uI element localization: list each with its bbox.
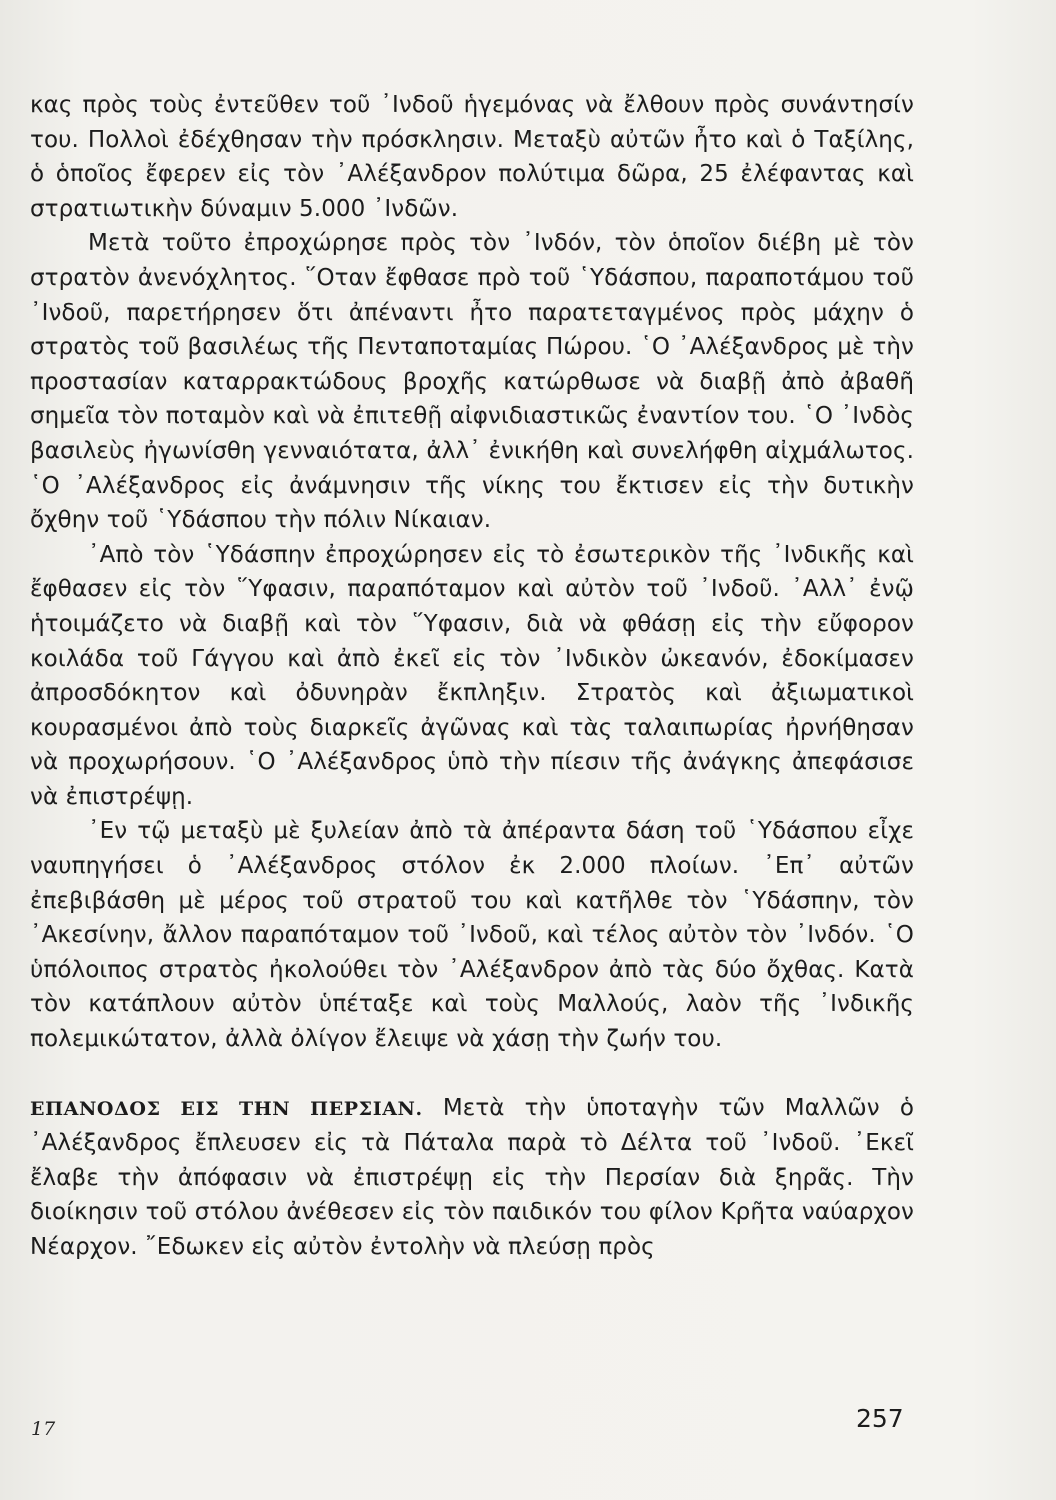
section-heading: ΕΠΑΝΟΔΟΣ ΕΙΣ ΤΗΝ ΠΕΡΣΙΑΝ. [30, 1097, 423, 1120]
section-text: Μετὰ τὴν ὑποταγὴν τῶν Μαλλῶν ὁ ᾿Αλέξανδρος ἔπλευσεν εἰς τὰ Πάταλα παρὰ τὸ Δέλτα τοῦ ᾿Ινδοῦ. ᾿Εκεῖ ἔλαβε τὴν ἀπόφασιν νὰ ἐπιστρέψῃ εἰς τὴν Περσίαν διὰ ξηρᾶς. Τὴν διοίκησιν τοῦ στόλου ἀνέθεσεν εἰς τὸν παιδικόν του φίλον Κρῆτα ναύαρχον Νέαρχον. ῎Εδωκεν εἰς αὐτὸν ἐντολὴν νὰ πλεύσῃ πρὸς [30, 1094, 915, 1260]
paragraph-2: Μετὰ τοῦτο ἐπροχώρησε πρὸς τὸν ᾿Ινδόν, τὸν ὁποῖον διέβη μὲ τὸν στρατὸν ἀνενόχλητος. ῞Οταν ἔφθασε πρὸ τοῦ ῾Υδάσπου, παραποτάμου τοῦ ᾿Ινδοῦ, παρετήρησεν ὅτι ἀπέναντι ἦτο παρατεταγμένος πρὸς μάχην ὁ στρατὸς τοῦ βασιλέως τῆς Πενταποταμίας Πώρου. ῾Ο ᾿Αλέξανδρος μὲ τὴν προστασίαν καταρρακτώδους βροχῆς κατώρθωσε νὰ διαβῇ ἀπὸ ἀβαθῆ σημεῖα τὸν ποταμὸν καὶ νὰ ἐπιτεθῇ αἰφνιδιαστικῶς ἐναντίον του. ῾Ο ᾿Ινδὸς βασιλεὺς ἠγωνίσθη γενναιότατα, ἀλλ᾿ ἐνικήθη καὶ συνελήφθη αἰχμάλωτος. ῾Ο ᾿Αλέξανδρος εἰς ἀνάμνησιν τῆς νίκης του ἔκτισεν εἰς τὴν δυτικὴν ὄχθην τοῦ ῾Υδάσπου τὴν πόλιν Νίκαιαν. [30, 230, 914, 534]
page-number: 257 [856, 1404, 904, 1433]
section-paragraph [30, 1091, 914, 1265]
signature-mark: 17 [31, 1418, 56, 1440]
body-text [30, 88, 914, 1265]
paragraph-3: ᾿Απὸ τὸν ῾Υδάσπην ἐπροχώρησεν εἰς τὸ ἐσωτερικὸν τῆς ᾿Ινδικῆς καὶ ἔφθασεν εἰς τὸν ῞Υφασιν, παραπόταμον καὶ αὐτὸν τοῦ ᾿Ινδοῦ. ᾿Αλλ᾿ ἐνῷ ἡτοιμάζετο νὰ διαβῇ καὶ τὸν ῞Υφασιν, διὰ νὰ φθάσῃ εἰς τὴν εὔφορον κοιλάδα τοῦ Γάγγου καὶ ἀπὸ ἐκεῖ εἰς τὸν ᾿Ινδικὸν ὠκεανόν, ἐδοκίμασεν ἀπροσδόκητον καὶ ὀδυνηρὰν ἔκπληξιν. Στρατὸς καὶ ἀξιωματικοὶ κουρασμένοι ἀπὸ τοὺς διαρκεῖς ἀγῶνας καὶ τὰς ταλαιπωρίας ἠρνήθησαν νὰ προχωρήσουν. ῾Ο ᾿Αλέξανδρος ὑπὸ τὴν πίεσιν τῆς ἀνάγκης ἀπεφάσισε νὰ ἐπιστρέψῃ. [30, 541, 914, 810]
paragraph-4: ᾿Εν τῷ μεταξὺ μὲ ξυλείαν ἀπὸ τὰ ἀπέραντα δάση τοῦ ῾Υδάσπου εἶχε ναυπηγήσει ὁ ᾿Αλέξανδρος στόλον ἐκ 2.000 πλοίων. ᾿Επ᾿ αὐτῶν ἐπεβιβάσθη μὲ μέρος τοῦ στρατοῦ του καὶ κατῆλθε τὸν ῾Υδάσπην, τὸν ᾿Ακεσίνην, ἄλλον παραπόταμον τοῦ ᾿Ινδοῦ, καὶ τέλος αὐτὸν τὸν ᾿Ινδόν. ῾Ο ὑπόλοιπος στρατὸς ἠκολούθει τὸν ᾿Αλέξανδρον ἀπὸ τὰς δύο ὄχθας. Κατὰ τὸν κατάπλουν αὐτὸν ὑπέταξε καὶ τοὺς Μαλλούς, λαὸν τῆς ᾿Ινδικῆς πολεμικώτατον, ἀλλὰ ὀλίγον ἔλειψε νὰ χάσῃ τὴν ζωήν του. [30, 818, 914, 1053]
paragraph-1: κας πρὸς τοὺς ἐντεῦθεν τοῦ ᾿Ινδοῦ ἡγεμόνας νὰ ἔλθουν πρὸς συνάντησίν του. Πολλοὶ ἐδέχθησαν τὴν πρόσκλησιν. Μεταξὺ αὐτῶν ἦτο καὶ ὁ Ταξίλης, ὁ ὁποῖος ἔφερεν εἰς τὸν ᾿Αλέξανδρον πολύτιμα δῶρα, 25 ἐλέφαντας καὶ στρατιωτικὴν δύναμιν 5.000 ᾿Ινδῶν. [30, 92, 914, 222]
